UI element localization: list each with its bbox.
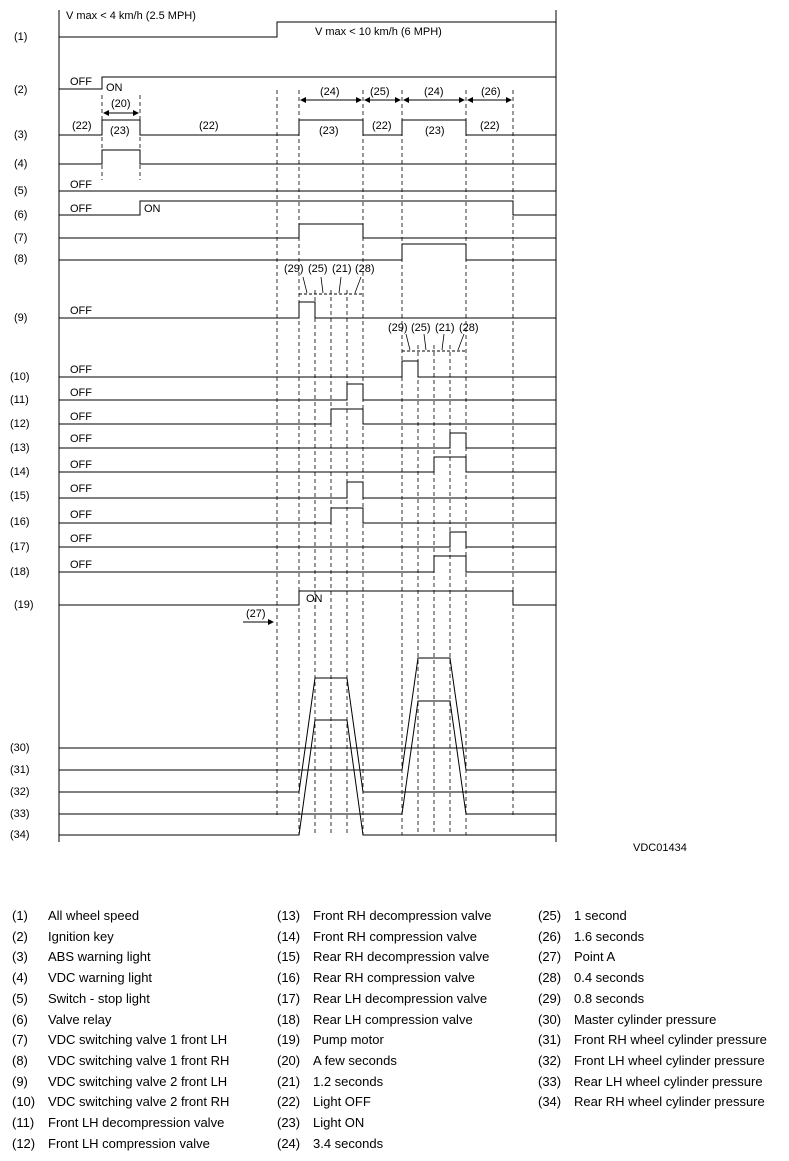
vmax-high-label: V max < 10 km/h (6 MPH) xyxy=(315,26,442,38)
off-label-10: OFF xyxy=(70,364,92,376)
legend-text: Pump motor xyxy=(313,1032,384,1048)
legend-item xyxy=(277,906,491,927)
signal-waveforms xyxy=(59,22,556,835)
on-label-6: ON xyxy=(144,203,161,215)
sub-28-label: (28) xyxy=(459,322,479,334)
legend-item xyxy=(12,1134,229,1155)
legend-number: (15) xyxy=(277,949,301,965)
signal-16 xyxy=(59,508,556,523)
row-label: (16) xyxy=(10,516,30,528)
legend-text: Valve relay xyxy=(48,1011,112,1027)
signal-10 xyxy=(59,361,556,377)
legend-number: (18) xyxy=(277,1011,301,1027)
legend-text: Front RH decompression valve xyxy=(313,908,492,923)
on-label-2: ON xyxy=(106,82,123,94)
legend-text: A few seconds xyxy=(313,1052,397,1068)
off-label-12: OFF xyxy=(70,411,92,423)
legend-item xyxy=(12,1092,229,1113)
interval-24-label: (24) xyxy=(320,86,340,98)
row-label: (15) xyxy=(10,490,30,502)
signal-7 xyxy=(59,224,556,238)
row-label: (2) xyxy=(14,84,28,96)
figure-code: VDC01434 xyxy=(633,842,687,854)
off-label-17: OFF xyxy=(70,533,92,545)
legend-item xyxy=(12,947,229,968)
legend-number: (19) xyxy=(277,1032,301,1048)
legend-item xyxy=(538,1010,767,1031)
time-markers xyxy=(102,90,513,835)
legend-number: (30) xyxy=(538,1011,562,1027)
legend-item xyxy=(277,1051,491,1072)
legend-number: (2) xyxy=(12,928,28,944)
interval-26-label: (26) xyxy=(481,86,501,98)
signal-34 xyxy=(59,720,556,835)
legend-number: (16) xyxy=(277,970,301,986)
interval-20-label: (20) xyxy=(111,98,131,110)
legend-text: 0.8 seconds xyxy=(574,990,645,1006)
legend-text: 0.4 seconds xyxy=(574,970,645,986)
legend-item xyxy=(277,1072,491,1093)
legend-item xyxy=(12,927,229,948)
off-label-15: OFF xyxy=(70,483,92,495)
legend-number: (12) xyxy=(12,1135,36,1151)
signal-11 xyxy=(59,384,556,400)
legend-text: Front LH wheel cylinder pressure xyxy=(574,1052,765,1068)
legend-text: Rear LH wheel cylinder pressure xyxy=(574,1073,763,1089)
legend-number: (17) xyxy=(277,990,301,1006)
row-label: (8) xyxy=(14,253,28,265)
legend-item xyxy=(12,1030,229,1051)
row-label: (34) xyxy=(10,829,30,841)
legend-text: Front LH compression valve xyxy=(48,1135,210,1151)
signal-6 xyxy=(59,201,556,215)
legend-item xyxy=(12,1051,229,1072)
row-label: (13) xyxy=(10,442,30,454)
legend-text: Rear LH decompression valve xyxy=(313,990,488,1006)
legend-text: Front RH compression valve xyxy=(313,928,477,944)
light-on-label: (23) xyxy=(319,125,339,137)
legend-number: (22) xyxy=(277,1094,301,1110)
row-label: (32) xyxy=(10,786,30,798)
legend-number: (29) xyxy=(538,990,562,1006)
legend-item xyxy=(277,1113,491,1134)
legend-number: (23) xyxy=(277,1115,301,1131)
light-on-label: (23) xyxy=(110,125,130,137)
row-label: (10) xyxy=(10,371,30,383)
legend-number: (8) xyxy=(12,1052,28,1068)
legend-item xyxy=(538,906,767,927)
signal-13 xyxy=(59,433,556,448)
light-off-label: (22) xyxy=(480,120,500,132)
off-label-16: OFF xyxy=(70,509,92,521)
legend-number: (21) xyxy=(277,1073,301,1089)
off-label-11: OFF xyxy=(70,387,92,399)
legend-item xyxy=(538,968,767,989)
signal-4 xyxy=(59,150,556,164)
legend-text: Front LH decompression valve xyxy=(48,1115,225,1131)
legend-item xyxy=(277,1010,491,1031)
legend-number: (28) xyxy=(538,970,562,986)
legend-number: (1) xyxy=(12,908,28,923)
on-label-19: ON xyxy=(306,593,323,605)
off-label-14: OFF xyxy=(70,459,92,471)
legend-number: (5) xyxy=(12,990,28,1006)
signal-15 xyxy=(59,482,556,498)
signal-17 xyxy=(59,532,556,547)
legend-number: (9) xyxy=(12,1073,28,1089)
light-off-label: (22) xyxy=(372,120,392,132)
signal-9 xyxy=(59,302,556,318)
signal-1 xyxy=(59,22,556,37)
legend-item xyxy=(277,968,491,989)
legend-number: (25) xyxy=(538,908,562,923)
legend-item xyxy=(12,968,229,989)
legend-item xyxy=(538,1072,767,1093)
legend-item xyxy=(277,927,491,948)
annotations xyxy=(66,10,687,854)
legend-text: Rear LH compression valve xyxy=(313,1011,473,1027)
row-label: (4) xyxy=(14,158,28,170)
row-label: (17) xyxy=(10,541,30,553)
signal-8 xyxy=(59,244,556,260)
row-label: (9) xyxy=(14,312,28,324)
light-on-label: (23) xyxy=(425,125,445,137)
light-off-label: (22) xyxy=(199,120,219,132)
legend-text: Master cylinder pressure xyxy=(574,1011,717,1027)
legend-item xyxy=(538,947,767,968)
signal-33 xyxy=(59,701,556,814)
row-label: (11) xyxy=(10,394,29,406)
interval-24-label: (24) xyxy=(424,86,444,98)
legend-number: (6) xyxy=(12,1011,28,1027)
legend-number: (31) xyxy=(538,1032,562,1048)
legend-text: Switch - stop light xyxy=(48,990,150,1006)
legend-item xyxy=(538,927,767,948)
legend-text: 3.4 seconds xyxy=(313,1135,384,1151)
sub-21-label: (21) xyxy=(435,322,455,334)
row-label: (1) xyxy=(14,31,28,43)
row-label: (14) xyxy=(10,466,30,478)
row-label: (3) xyxy=(14,129,28,141)
legend-text: Rear RH decompression valve xyxy=(313,949,490,965)
sub-29-label: (29) xyxy=(388,322,408,334)
row-label: (7) xyxy=(14,232,28,244)
legend-item xyxy=(277,989,491,1010)
legend-column-1 xyxy=(12,906,229,1154)
legend-item xyxy=(277,947,491,968)
legend-text: 1.2 seconds xyxy=(313,1073,384,1089)
legend-text: All wheel speed xyxy=(48,908,140,923)
legend-number: (33) xyxy=(538,1073,562,1089)
legend-text: 1.6 seconds xyxy=(574,928,645,944)
legend-text: VDC warning light xyxy=(48,970,153,986)
sub-25-label: (25) xyxy=(411,322,431,334)
off-label-18: OFF xyxy=(70,559,92,571)
legend-text: Rear RH compression valve xyxy=(313,970,475,986)
legend-text: VDC switching valve 2 front RH xyxy=(48,1094,230,1110)
vmax-low-label: V max < 4 km/h (2.5 MPH) xyxy=(66,10,196,22)
legend-number: (13) xyxy=(277,908,301,923)
legend-item xyxy=(277,1092,491,1113)
legend-item xyxy=(277,1134,491,1155)
sub-25-label: (25) xyxy=(308,263,328,275)
legend-number: (7) xyxy=(12,1032,28,1048)
legend-number: (3) xyxy=(12,949,28,965)
legend-item xyxy=(12,1010,229,1031)
off-label-9: OFF xyxy=(70,305,92,317)
legend-text: Ignition key xyxy=(48,928,114,944)
light-off-label: (22) xyxy=(72,120,92,132)
legend-number: (11) xyxy=(12,1115,35,1131)
legend-number: (20) xyxy=(277,1052,301,1068)
legend-number: (27) xyxy=(538,949,562,965)
legend-item xyxy=(12,1072,229,1093)
legend-item xyxy=(12,906,229,927)
legend-number: (14) xyxy=(277,928,301,944)
legend-text: VDC switching valve 2 front LH xyxy=(48,1073,228,1089)
legend-column-2 xyxy=(277,906,491,1154)
signal-31 xyxy=(59,658,556,770)
sub-21-label: (21) xyxy=(332,263,352,275)
signal-12 xyxy=(59,409,556,424)
signal-14 xyxy=(59,457,556,472)
legend-item xyxy=(538,1030,767,1051)
interval-25-label: (25) xyxy=(370,86,390,98)
legend-item xyxy=(12,989,229,1010)
row-label: (30) xyxy=(10,742,30,754)
legend-item xyxy=(277,1030,491,1051)
legend-text: Point A xyxy=(574,949,616,965)
row-label: (5) xyxy=(14,185,28,197)
legend-text: Light OFF xyxy=(313,1094,371,1110)
row-label: (33) xyxy=(10,808,30,820)
legend-item xyxy=(538,1051,767,1072)
legend-text: Rear RH wheel cylinder pressure xyxy=(574,1094,765,1110)
legend-number: (34) xyxy=(538,1094,562,1110)
off-label-6: OFF xyxy=(70,203,92,215)
legend-text: 1 second xyxy=(574,908,627,923)
legend-number: (26) xyxy=(538,928,562,944)
row-label: (18) xyxy=(10,566,30,578)
off-label-13: OFF xyxy=(70,433,92,445)
legend-number: (10) xyxy=(12,1094,36,1110)
legend-text: Front RH wheel cylinder pressure xyxy=(574,1032,767,1048)
legend-number: (4) xyxy=(12,970,28,986)
row-label: (19) xyxy=(14,599,34,611)
legend-text: Light ON xyxy=(313,1115,365,1131)
legend-number: (32) xyxy=(538,1052,562,1068)
off-label-2: OFF xyxy=(70,76,92,88)
legend-text: VDC switching valve 1 front RH xyxy=(48,1052,230,1068)
legend-column-3 xyxy=(538,906,767,1113)
legend-text: ABS warning light xyxy=(48,949,151,965)
sub-interval-leaders xyxy=(303,277,464,350)
legend-item xyxy=(12,1113,229,1134)
sub-29-label: (29) xyxy=(284,263,304,275)
legend-item xyxy=(538,989,767,1010)
legend-number: (24) xyxy=(277,1135,301,1151)
point-a-label: (27) xyxy=(246,608,266,620)
row-label: (6) xyxy=(14,209,28,221)
legend-text: VDC switching valve 1 front LH xyxy=(48,1032,228,1048)
row-label: (12) xyxy=(10,418,30,430)
sub-28-label: (28) xyxy=(355,263,375,275)
row-label: (31) xyxy=(10,764,30,776)
row-labels xyxy=(10,31,34,841)
legend-item xyxy=(538,1092,767,1113)
signal-18 xyxy=(59,556,556,572)
off-label-5: OFF xyxy=(70,179,92,191)
